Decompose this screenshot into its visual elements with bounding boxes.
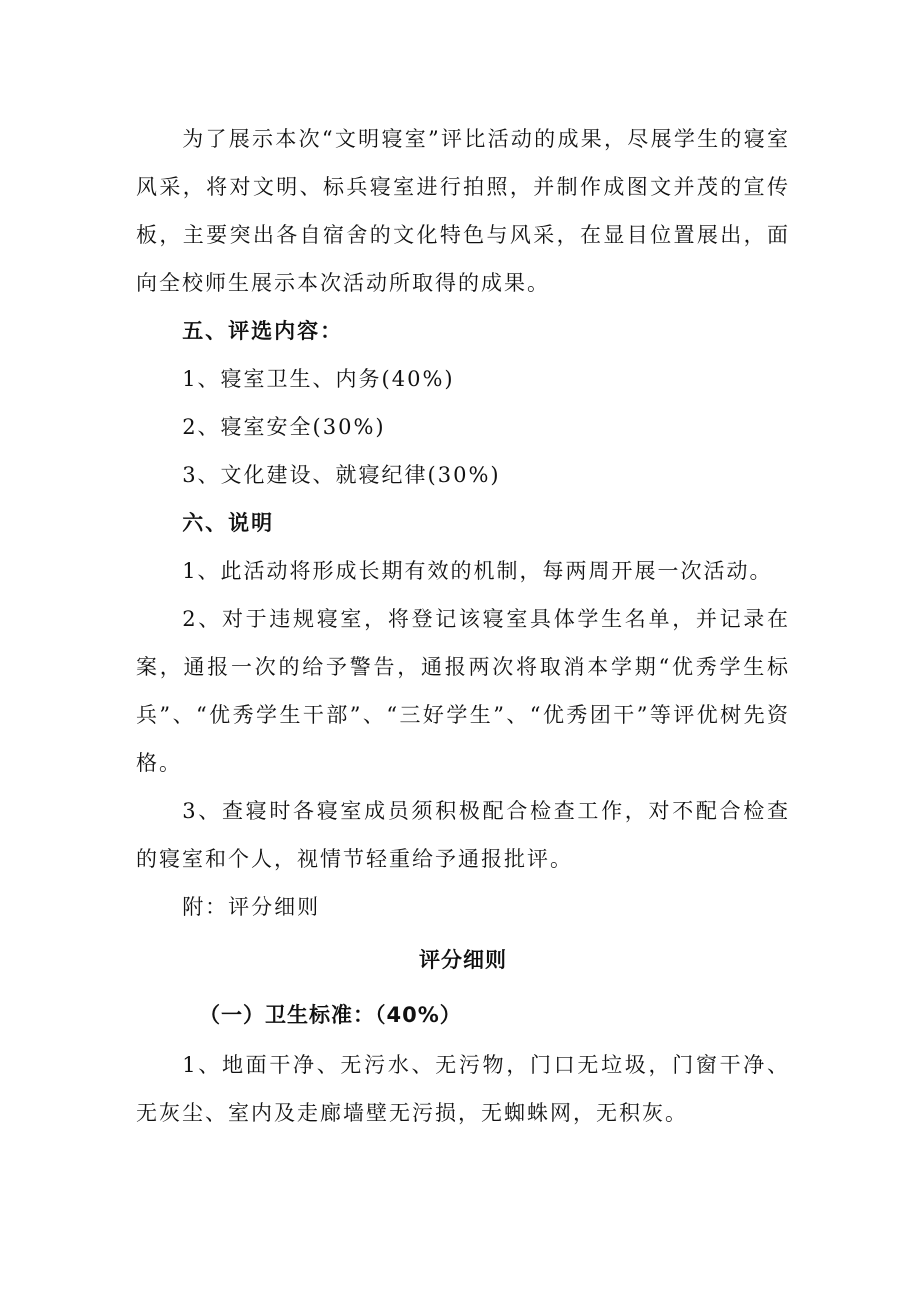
appendix-note: 附：评分细则	[182, 895, 321, 919]
section-six-item-2: 2、对于违规寝室，将登记该寝室具体学生名单，并记录在案，通报一次的给予警告，通报两次将取消本学期“优秀学生标兵”、“优秀学生干部”、“三好学生”、“优秀团干”等评优树先资格。	[136, 607, 790, 775]
section-five-item-2: 2、寝室安全(30%)	[182, 415, 386, 439]
section-six-item-1: 1、此活动将形成长期有效的机制，每两周开展一次活动。	[182, 559, 773, 583]
section-five-item-1: 1、寝室卫生、内务(40%)	[182, 367, 455, 391]
rules-title: 评分细则	[419, 948, 507, 972]
intro-paragraph: 为了展示本次“文明寝室”评比活动的成果，尽展学生的寝室风采，将对文明、标兵寝室进行拍照，并制作成图文并茂的宣传板，主要突出各自宿舍的文化特色与风采，在显目位置展出，面向全校师生展示本次活动所取得的成果。	[136, 127, 790, 295]
section-five-heading: 五、评选内容：	[182, 318, 344, 343]
hygiene-item-1: 1、地面干净、无污水、无污物，门口无垃圾，门窗干净、无灰尘、室内及走廊墙壁无污损，无蜘蛛网，无积灰。	[136, 1053, 790, 1125]
hygiene-standard-heading: （一）卫生标准：（40%）	[199, 1003, 462, 1027]
section-five-item-3: 3、文化建设、就寝纪律(30%)	[182, 463, 501, 487]
document-body	[136, 115, 790, 1137]
section-six-heading: 六、说明	[182, 510, 275, 535]
section-six-item-3: 3、查寝时各寝室成员须积极配合检查工作，对不配合检查的寝室和个人，视情节轻重给予通报批评。	[136, 799, 790, 871]
